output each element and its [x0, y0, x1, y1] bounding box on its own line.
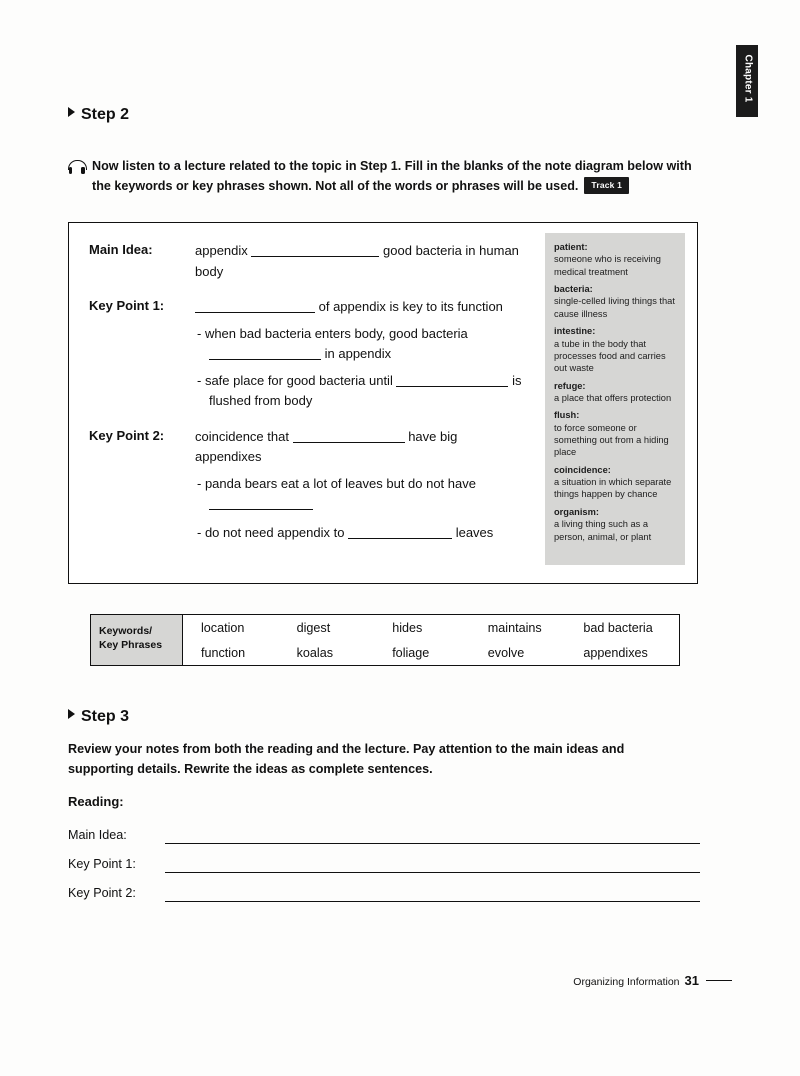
kp2-bullet1-text-a: - panda bears eat a lot of leaves but do not have	[197, 475, 476, 491]
headphones-icon	[68, 160, 85, 174]
headphones-ear-right	[81, 167, 85, 174]
kp2-bullet-2	[197, 523, 534, 544]
reading-label: Reading:	[68, 794, 124, 809]
answer-label-key-point-2: Key Point 2:	[68, 886, 136, 900]
key-point-2-body	[195, 427, 534, 544]
kp1-bullet2-text-b: is	[512, 372, 522, 388]
note-diagram-content	[89, 241, 534, 545]
key-point-2-label: Key Point 2:	[89, 427, 165, 443]
main-idea-text-a: appendix	[195, 243, 248, 258]
glossary-entry	[554, 380, 676, 405]
glossary-entry	[554, 283, 676, 320]
keyword-item[interactable]: bad bacteria	[583, 620, 653, 635]
answer-label-main-idea: Main Idea:	[68, 828, 127, 842]
chapter-tab-label: Chapter 1	[742, 54, 754, 103]
glossary-definition: a place that offers protection	[554, 392, 672, 403]
answer-line-main-idea[interactable]	[165, 843, 700, 844]
keyword-item[interactable]: location	[201, 620, 245, 635]
kp1-bullet2-text-c: flushed from body	[209, 393, 313, 409]
glossary-panel	[545, 233, 685, 565]
glossary-term: flush:	[554, 410, 580, 421]
glossary-term: bacteria:	[554, 284, 593, 295]
answer-label-key-point-1: Key Point 1:	[68, 857, 136, 871]
note-row-main-idea	[89, 241, 534, 282]
step2-heading: Step 2	[68, 106, 129, 124]
kp1-line1-text: of appendix is key to its function	[318, 299, 503, 315]
glossary-definition: someone who is receiving medical treatment	[554, 254, 661, 277]
keywords-header-line2: Key Phrases	[99, 639, 163, 652]
kp1-bullet1-text-b: in appendix	[324, 346, 392, 362]
keyword-item[interactable]: digest	[296, 620, 331, 635]
glossary-definition: single-celled living things that cause illness	[554, 296, 675, 319]
headphones-ear-left	[69, 167, 73, 174]
glossary-entry	[554, 409, 676, 458]
main-idea-label: Main Idea:	[89, 242, 153, 257]
glossary-entry	[554, 464, 676, 501]
kp1-bullet1-text-a: - when bad bacteria enters body, good bacteria	[197, 325, 468, 341]
blank-field[interactable]	[195, 299, 315, 313]
keyword-item[interactable]: koalas	[296, 645, 333, 660]
glossary-entry	[554, 506, 676, 543]
main-idea-body	[195, 241, 534, 282]
note-diagram-box	[68, 222, 698, 584]
glossary-definition: a living thing such as a person, animal, or plant	[554, 519, 652, 542]
blank-field[interactable]	[209, 346, 321, 360]
keywords-header	[91, 615, 183, 665]
keywords-header-line1: Keywords/	[99, 625, 153, 637]
glossary-term: refuge:	[554, 380, 586, 391]
key-point-1-body	[195, 297, 534, 412]
glossary-definition: a tube in the body that processes food and carries out waste	[554, 338, 666, 374]
glossary-entry	[554, 241, 676, 278]
answer-line-key-point-1[interactable]	[165, 872, 700, 873]
kp2-line1-text-a: coincidence that	[195, 428, 289, 444]
keyword-item[interactable]: maintains	[487, 620, 542, 635]
keywords-box	[90, 614, 680, 666]
chapter-tab	[736, 45, 758, 117]
step3-instruction: Review your notes from both the reading and the lecture. Pay attention to the main ideas and supporting details. Rewrite the ideas as complete sentences.	[68, 742, 625, 776]
step3-heading: Step 3	[68, 708, 129, 726]
glossary-definition: a situation in which separate things happen by chance	[554, 477, 672, 500]
step2-instruction: Now listen to a lecture related to the topic in Step 1. Fill in the blanks of the note diagram below with the keywords or key phrases shown. Not all of the words or phrases will be used. Track 1	[92, 159, 692, 193]
main-idea-text-c: body	[195, 263, 224, 279]
kp2-bullet-1	[197, 474, 534, 515]
page-number: 31	[684, 973, 699, 988]
kp2-bullet2-text-b: leaves	[455, 524, 494, 540]
keyword-item[interactable]: function	[201, 645, 246, 660]
blank-field[interactable]	[396, 373, 508, 387]
footer-section-label: Organizing Information	[573, 976, 680, 988]
note-row-key-point-2	[89, 427, 534, 544]
glossary-definition: to force someone or something out from a hiding place	[554, 422, 669, 458]
kp2-bullet2-text-a: - do not need appendix to	[197, 524, 345, 540]
blank-field[interactable]	[348, 525, 452, 539]
glossary-term: organism:	[554, 506, 599, 517]
glossary-term: coincidence:	[554, 464, 611, 475]
key-point-1-label: Key Point 1:	[89, 298, 165, 314]
main-idea-text-b: good bacteria in human	[383, 243, 519, 258]
keyword-item[interactable]: appendixes	[583, 645, 648, 660]
glossary-term: patient:	[554, 242, 588, 252]
blank-field[interactable]	[293, 429, 405, 443]
kp2-line1-text-b: have big	[408, 428, 458, 444]
footer-rule	[706, 980, 732, 981]
keywords-grid	[183, 615, 679, 665]
kp1-bullet2-text-a: - safe place for good bacteria until	[197, 372, 393, 388]
glossary-term: intestine:	[554, 326, 596, 337]
keyword-item[interactable]: hides	[392, 620, 423, 635]
keyword-item[interactable]: evolve	[487, 645, 525, 660]
kp1-bullet-1	[197, 324, 534, 365]
blank-field[interactable]	[209, 496, 313, 510]
triangle-bullet-icon	[68, 709, 75, 719]
answer-line-key-point-2[interactable]	[165, 901, 700, 902]
page-footer	[573, 973, 732, 988]
track-badge: Track 1	[584, 177, 629, 194]
kp1-bullet-2	[197, 371, 534, 412]
triangle-bullet-icon	[68, 107, 75, 117]
kp2-line1-text-c: appendixes	[195, 449, 262, 465]
keyword-item[interactable]: foliage	[392, 645, 430, 660]
note-row-key-point-1	[89, 297, 534, 412]
blank-field[interactable]	[251, 243, 379, 257]
glossary-entry	[554, 325, 676, 374]
